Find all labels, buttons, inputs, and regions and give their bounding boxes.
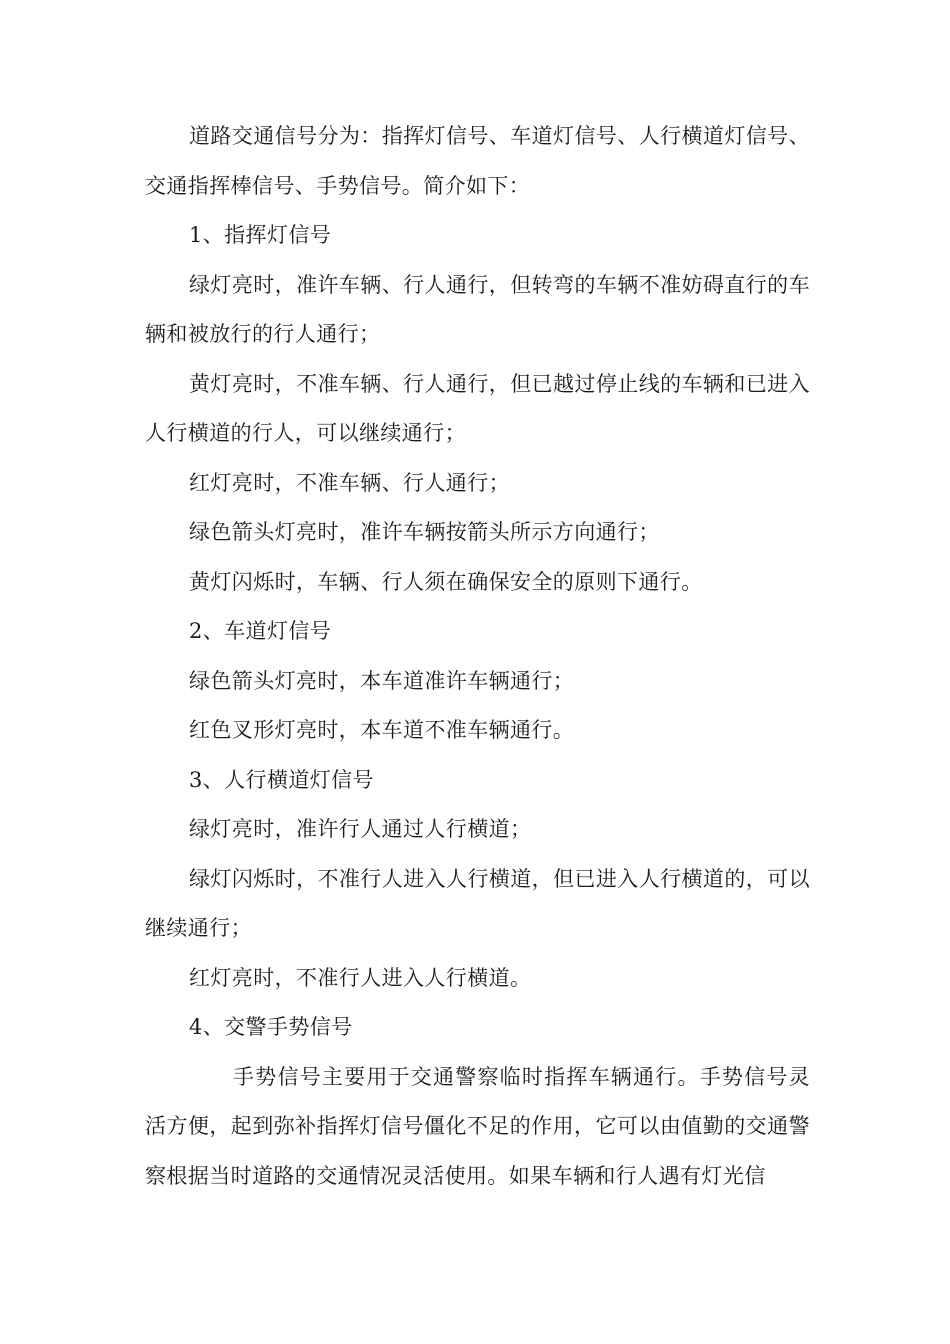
section-heading-lane-light: 2、车道灯信号 xyxy=(189,619,332,643)
intro-paragraph: 道路交通信号分为：指挥灯信号、车道灯信号、人行横道灯信号、交通指挥棒信号、手势信号。简介如下： xyxy=(145,124,810,198)
paragraph-lane-red-cross: 红色叉形灯亮时，本车道不准车辆通行。 xyxy=(189,718,575,742)
section-heading-police-gestures: 4、交警手势信号 xyxy=(189,1015,353,1039)
paragraph-crosswalk-green: 绿灯亮时，准许行人通过人行横道； xyxy=(189,817,532,841)
paragraph-green-arrow-light: 绿色箭头灯亮时，准许车辆按箭头所示方向通行； xyxy=(189,520,660,544)
paragraph-yellow-flashing: 黄灯闪烁时，车辆、行人须在确保安全的原则下通行。 xyxy=(189,569,703,594)
paragraph-red-light: 红灯亮时，不准车辆、行人通行； xyxy=(189,470,510,495)
section-heading-crosswalk-light: 3、人行横道灯信号 xyxy=(189,767,374,792)
paragraph-lane-green-arrow: 绿色箭头灯亮时，本车道准许车辆通行； xyxy=(189,668,575,693)
paragraph-green-light: 绿灯亮时，准许车辆、行人通行，但转弯的车辆不准妨碍直行的车辆和被放行的行人通行； xyxy=(145,272,810,346)
paragraph-crosswalk-red: 红灯亮时，不准行人进入人行横道。 xyxy=(189,965,532,990)
section-heading-command-light: 1、指挥灯信号 xyxy=(189,223,332,247)
document-body xyxy=(145,112,810,1201)
paragraph-yellow-light: 黄灯亮时，不准车辆、行人通行，但已越过停止线的车辆和已进入人行横道的行人，可以继续通行； xyxy=(145,371,810,445)
paragraph-gesture-signals: 手势信号主要用于交通警察临时指挥车辆通行。手势信号灵活方便，起到弥补指挥灯信号僵化不足的作用，它可以由值勤的交通警察根据当时道路的交通情况灵活使用。如果车辆和行人遇有灯光信 xyxy=(145,1064,810,1188)
paragraph-crosswalk-green-flashing: 绿灯闪烁时，不准行人进入人行横道，但已进入人行横道的，可以继续通行； xyxy=(145,866,810,940)
